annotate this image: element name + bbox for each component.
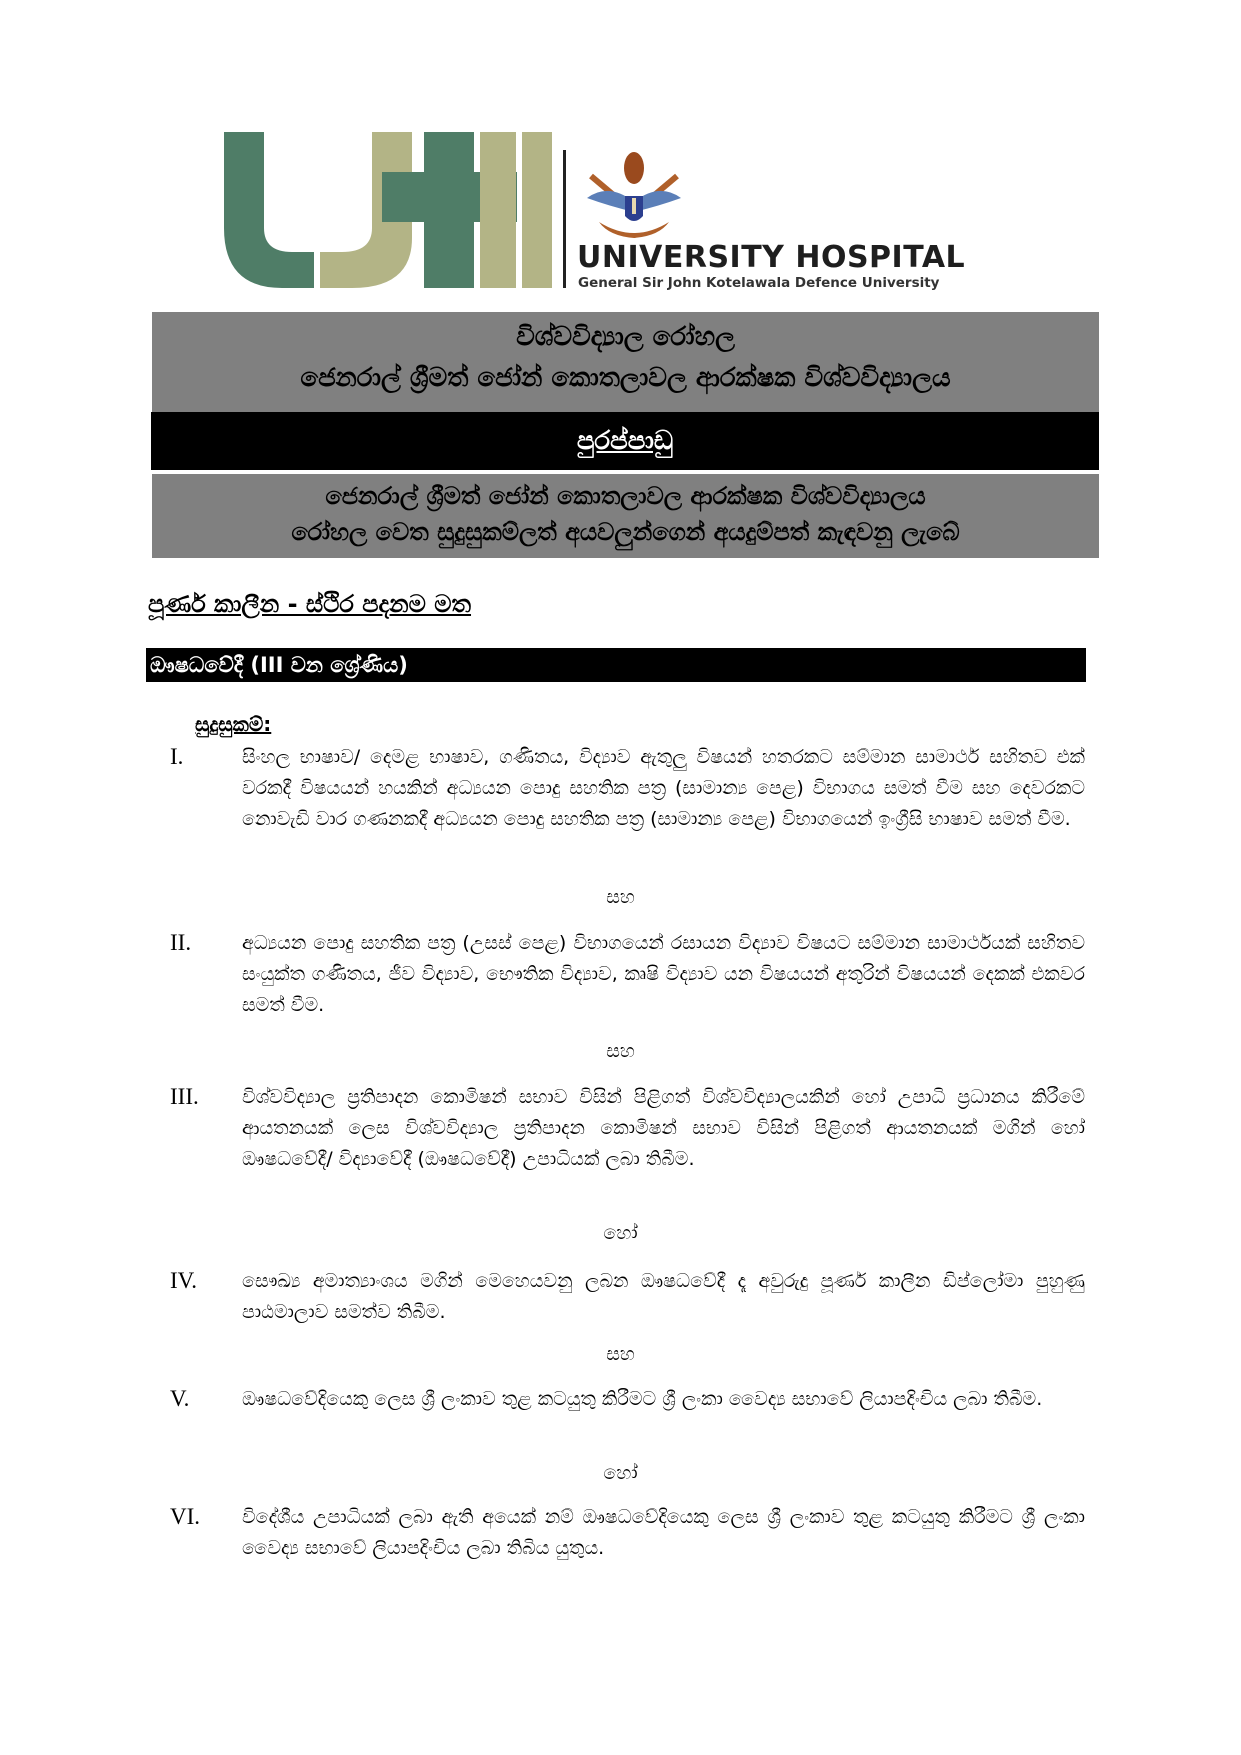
requirement-text: සිංහල භාෂාව/ දෙමළ භාෂාව, ගණිතය, විද්‍යාව ඇතුලු විෂයන් හතරකට සම්මාන සාමාර්ථ සහිතව එක් වරකදී විෂයයන් හයකින් අධ්‍යයන පොදු සහතික පත්‍ර (සාමාන්‍ය පෙළ) විභාගය සමත් වීම සහ දෙවරකට නොවැඩි වාර ගණනකදී අධ්‍යයන පොදු සහතික පත්‍ර (සාමාන්‍ය පෙළ) විභාගයෙන් ඉංග්‍රීසි භාෂාව සමත් වීම. bbox=[242, 746, 1085, 830]
banner-line-1: විශ්වවිද්‍යාල රෝහල bbox=[516, 322, 735, 352]
header-banner-bottom bbox=[152, 474, 1099, 558]
university-hospital-logo bbox=[222, 128, 966, 291]
requirement-text: අධ්‍යයන පොදු සහතික පත්‍ර (උසස් පෙළ) විභාගයෙන් රසායන විද්‍යාව විෂයට සම්මාන සාමාර්ථයක් සහිතව සංයුක්ත ගණිතය, ජීව විද්‍යාව, භෞතික විද්‍යාව, කෘෂි විද්‍යාව යන විෂයයන් අතුරින් විෂයයන් දෙකක් එකවර සමත් වීම. bbox=[242, 932, 1085, 1016]
requirement-number: VI. bbox=[170, 1504, 201, 1529]
conjunction: හෝ bbox=[603, 1462, 638, 1484]
employment-basis-title: පූර්ණ කාලීන - ස්ථිර පදනම මත bbox=[148, 590, 472, 618]
requirement-number: III. bbox=[170, 1084, 199, 1109]
requirement-number: IV. bbox=[170, 1268, 198, 1293]
hospital-name: UNIVERSITY HOSPITAL bbox=[577, 240, 966, 275]
requirement-number: V. bbox=[170, 1386, 190, 1411]
requirement-text: සෞඛ්‍ය අමාත්‍යාංශය මගින් මෙහෙයවනු ලබන ඖෂධවේදී දෑ අවුරුදු පූර්ණ කාලීන ඩිප්ලෝමා පුහුණු පාඨමාලාව සමත්ව තිබීම. bbox=[242, 1270, 1085, 1323]
banner-line-3: ජෙනරාල් ශ්‍රීමත් ජෝන් කොතලාවල ආරක්ෂක විශ්වවිද්‍යාලය bbox=[325, 482, 926, 510]
requirement-text: විදේශීය උපාධියක් ලබා ඇති අයෙක් නම් ඖෂධවේදියෙකු ලෙස ශ්‍රී ලංකාව තුළ කටයුතු කිරීමට ශ්‍රී ලංකා වෛද්‍ය සභාවේ ලියාපදිංචිය ලබා තිබිය යුතුය. bbox=[242, 1506, 1085, 1559]
vacancies-title-bar bbox=[151, 412, 1099, 470]
uh-monogram-icon bbox=[222, 128, 552, 288]
logo-divider bbox=[563, 150, 566, 288]
requirement-text: විශ්වවිද්‍යාල ප්‍රතිපාදන කොමිෂන් සභාව විසින් පිළිගත් විශ්වවිද්‍යාලයකින් හෝ උපාධි ප්‍රධානය කිරීමේ ආයතනයක් ලෙස විශ්වවිද්‍යාල ප්‍රතිපාදන කොමිෂන් සභාව විසින් පිළිගත් ආයතනයක් මගින් හෝ ඖෂධවේදී/ විද්‍යාවේදී (ඖෂධවේදී) උපාධියක් ලබා තිබීම. bbox=[242, 1086, 1085, 1170]
conjunction: හෝ bbox=[603, 1222, 638, 1244]
banner-line-4: රෝහල වෙත සුදුසුකම්ලත් අයවලුන්ගෙන් අයදුම්පත් කැඳවනු ලැබේ bbox=[291, 518, 960, 546]
requirement-number: II. bbox=[170, 930, 192, 955]
kdu-crest-icon bbox=[579, 146, 689, 246]
requirement-number: I. bbox=[170, 744, 184, 769]
conjunction: සහ bbox=[606, 886, 635, 908]
qualifications-heading: සුදුසුකම්: bbox=[195, 712, 272, 736]
conjunction: සහ bbox=[606, 1040, 635, 1062]
banner-line-2: ජෙනරාල් ශ්‍රීමත් ජෝන් කොතලාවල ආරක්ෂක විශ්වවිද්‍යාලය bbox=[300, 363, 951, 393]
hospital-subtitle: General Sir John Kotelawala Defence University bbox=[578, 275, 940, 291]
vacancies-title: පුරප්පාඩු bbox=[576, 426, 674, 456]
conjunction: සහ bbox=[606, 1343, 635, 1365]
header-banner-top bbox=[152, 312, 1099, 412]
requirement-text: ඖෂධවේදියෙකු ලෙස ශ්‍රී ලංකාව තුළ කටයුතු කිරීමට ශ්‍රී ලංකා වෛද්‍ය සභාවේ ලියාපදිංචිය ලබා තිබීම. bbox=[242, 1388, 1043, 1410]
post-title-bar: ඖෂධවේදී (III වන ශ්‍රේණිය) bbox=[146, 648, 1086, 682]
